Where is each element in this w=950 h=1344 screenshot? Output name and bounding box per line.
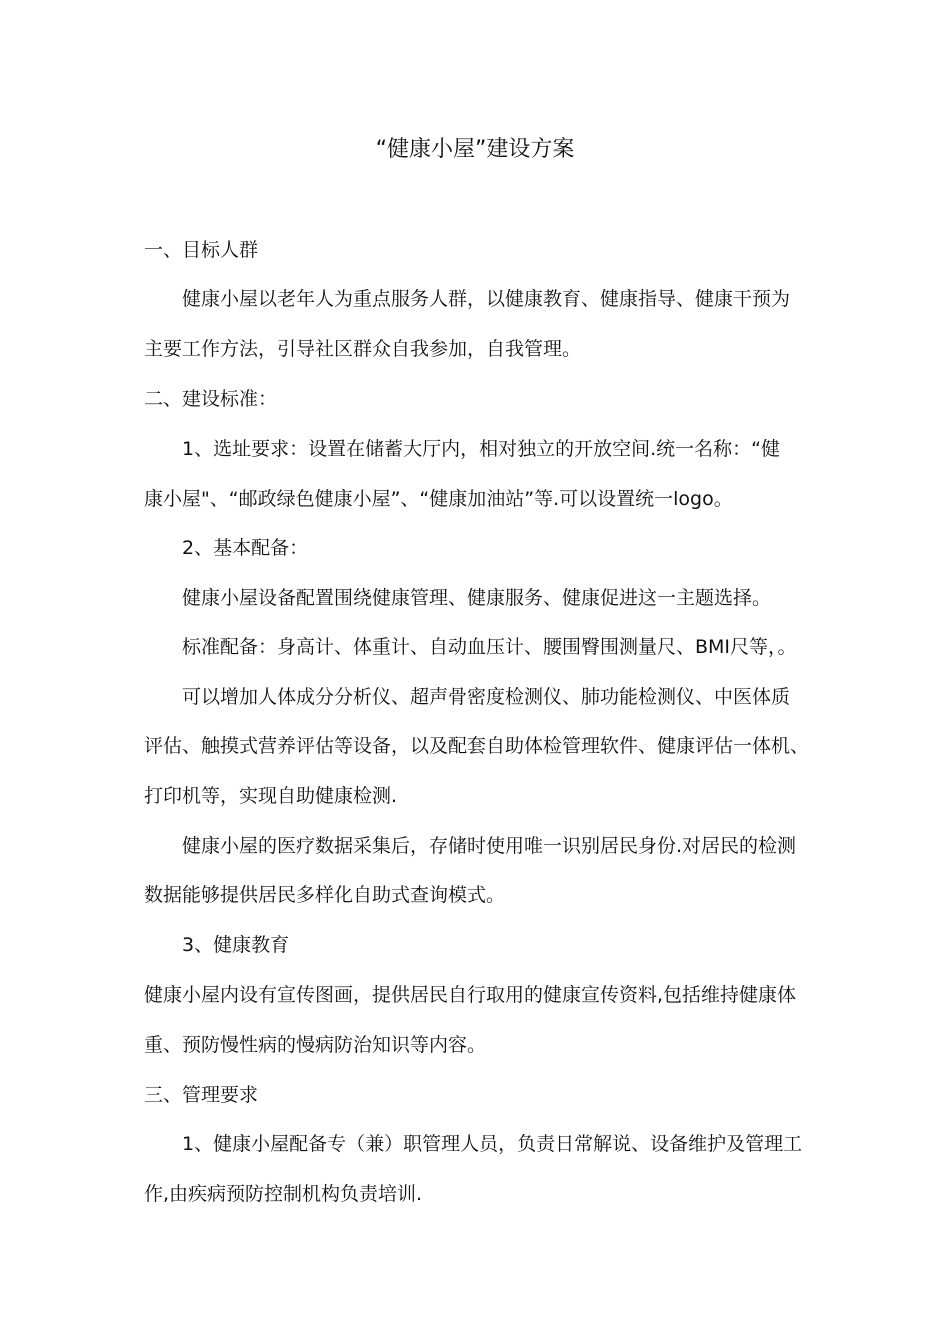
paragraph-line: 康小屋"、“邮政绿色健康小屋”、“健康加油站”等.可以设置统一logo。 — [144, 488, 733, 510]
paragraph-line: 可以增加人体成分分析仪、超声骨密度检测仪、肺功能检测仪、中医体质 — [182, 686, 791, 708]
paragraph-line: 健康小屋内设有宣传图画，提供居民自行取用的健康宣传资料,包括维持健康体 — [144, 984, 797, 1006]
paragraph-line: 健康小屋设备配置围绕健康管理、健康服务、健康促进这一主题选择。 — [182, 587, 772, 609]
subheading-basic-equipment: 2、基本配备： — [182, 537, 309, 559]
paragraph-line: 重、预防慢性病的慢病防治知识等内容。 — [144, 1034, 487, 1056]
paragraph-line: 作,由疾病预防控制机构负责培训. — [144, 1183, 423, 1205]
paragraph-line: 主要工作方法，引导社区群众自我参加，自我管理。 — [144, 338, 582, 360]
paragraph-line: 1、健康小屋配备专（兼）职管理人员，负责日常解说、设备维护及管理工 — [182, 1133, 803, 1155]
paragraph-line: 评估、触摸式营养评估等设备，以及配套自助体检管理软件、健康评估一体机、 — [144, 735, 810, 757]
paragraph-line: 标准配备：身高计、体重计、自动血压计、腰围臀围测量尺、BMI尺等，。 — [182, 636, 797, 658]
section-heading-management: 三、管理要求 — [144, 1084, 259, 1106]
paragraph-line: 数据能够提供居民多样化自助式查询模式。 — [144, 884, 506, 906]
paragraph-line: 健康小屋的医疗数据采集后，存储时使用唯一识别居民身份.对居民的检测 — [182, 835, 797, 857]
section-heading-target-group: 一、目标人群 — [144, 239, 259, 261]
paragraph-line: 健康小屋以老年人为重点服务人群，以健康教育、健康指导、健康干预为 — [182, 288, 791, 310]
section-heading-standards: 二、建设标准： — [144, 388, 278, 410]
paragraph-line: 1、选址要求：设置在储蓄大厅内，相对独立的开放空间.统一名称：“健 — [182, 438, 780, 460]
paragraph-line: 打印机等，实现自助健康检测. — [144, 785, 398, 807]
document-title: “健康小屋”建设方案 — [375, 137, 575, 162]
subheading-health-education: 3、健康教育 — [182, 934, 290, 956]
